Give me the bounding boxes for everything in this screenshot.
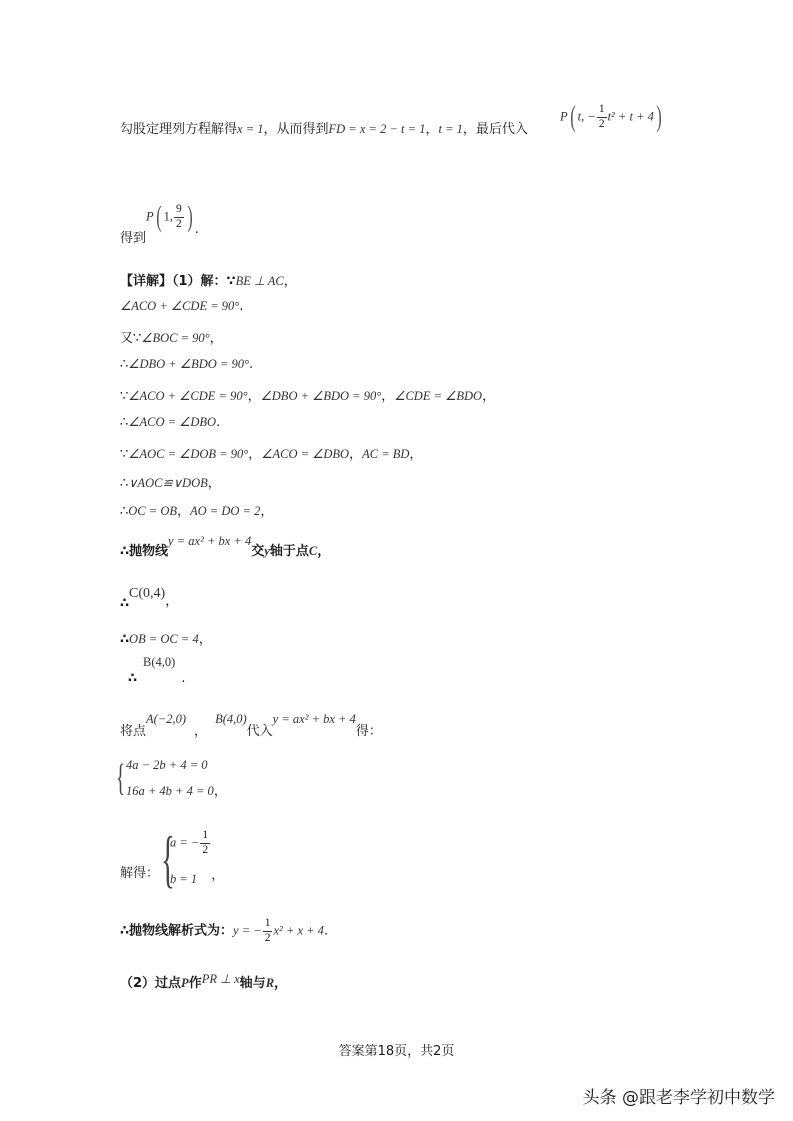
line1-prefix: 勾股定理列方程解得 (120, 122, 238, 137)
line1-fraction: $\frac{1}{2}$ (598, 103, 605, 130)
line1-suffix: ，最后代入 (462, 122, 528, 137)
line1-fd-eq: FD = x = 2 − t = 1 (328, 122, 426, 136)
line1-mid: ，从而得到 (263, 122, 329, 137)
detail-line-9: ∴OC = OB，AO = DO = 2， (120, 504, 274, 519)
line1-p-head: P (560, 109, 568, 124)
detail-line-5: ∵∠ACO + ∠CDE = 90°，∠DBO + ∠BDO = 90°，∠CDE = ∠BDO， (120, 389, 496, 404)
system-1-eq-b: 16a + 4b + 4 = 0， (126, 784, 227, 799)
line1-p-t: t, − (577, 109, 596, 124)
detail-line-13: ∴B(4,0). (128, 655, 186, 686)
left-brace-icon: { (161, 823, 175, 894)
detail-line-10: ∴抛物线y = ax² + bx + 4交y轴于点C， (120, 534, 331, 559)
detail-line-1: 【详解】（1）解：∵BE ⊥ AC， (120, 274, 297, 289)
system-2-eq-b: b = 1 ， (170, 868, 225, 886)
detail-line-4: ∴∠DBO + ∠BDO = 90°. (120, 357, 254, 372)
detail-line-11: ∴C(0,4)， (120, 586, 179, 611)
line2-suffix: . (194, 221, 199, 237)
detail-line-12: ∴OB = OC = 4， (120, 632, 212, 647)
left-paren-icon: ( (569, 100, 576, 133)
line2-prefix: 得到 (120, 230, 147, 246)
line1-sep: ， (425, 122, 439, 137)
solve-label: 解得： (120, 866, 160, 881)
system-2-eq-a: a = − $\frac{1}{2}$ (170, 829, 209, 856)
solution-line-1 (120, 118, 528, 137)
detail-line-14: 将点A(−2,0)，B(4,0)代入y = ax² + bx + 4得： (120, 712, 382, 739)
line2-p-first: 1, (163, 209, 174, 224)
system-2-fraction: $\frac{1}{2}$ (202, 829, 209, 856)
line2-fraction: $\frac{9}{2}$ (176, 203, 182, 230)
watermark: 头条 @跟老李学初中数学 (582, 1088, 775, 1108)
detail-line-7: ∵∠AOC = ∠DOB = 90°，∠ACO = ∠DBO，AC = BD， (120, 447, 423, 462)
detail-line-18: （2）过点P作PR ⊥ x轴与R， (120, 972, 288, 991)
line1-t-eq: t = 1 (438, 122, 463, 136)
right-paren-icon: ) (187, 200, 193, 233)
detail-line-2: ∠ACO + ∠CDE = 90°. (120, 299, 244, 314)
detail-line-6: ∴∠ACO = ∠DBO. (120, 415, 221, 430)
parabola-fraction: $\frac{1}{2}$ (264, 917, 271, 944)
line1-point-p (560, 100, 664, 134)
detail-line-17: ∴抛物线解析式为：y = − $\frac{1}{2}$ x² + x + 4. (120, 917, 329, 944)
line1-p-tail: t² + t + 4 (607, 109, 654, 124)
right-paren-icon: ) (656, 100, 662, 133)
line2-p-head: P (146, 209, 154, 224)
left-brace-icon: { (116, 757, 126, 799)
line1-x-eq: x = 1 (237, 122, 264, 136)
solution-line-2 (120, 200, 199, 246)
detail-line-8: ∴∨AOC≌∨DOB， (120, 476, 221, 491)
page-footer: 答案第18页，共2页 (338, 1044, 455, 1059)
left-paren-icon: ( (155, 200, 162, 233)
system-1-eq-a: 4a − 2b + 4 = 0 (126, 758, 208, 772)
detail-line-3: 又∵∠BOC = 90°， (120, 331, 223, 346)
